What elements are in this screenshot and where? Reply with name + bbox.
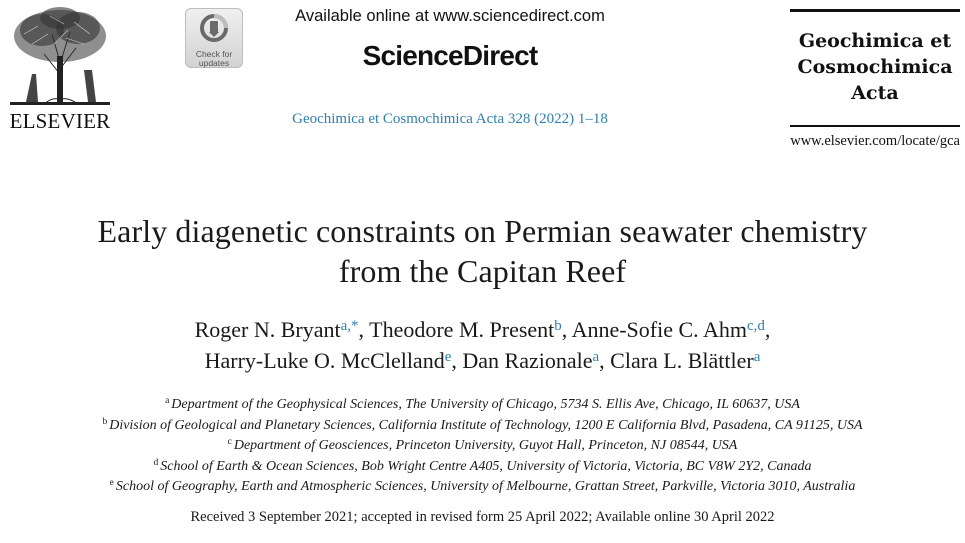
author-name[interactable]: Clara L. Blättler bbox=[610, 348, 754, 373]
journal-title bbox=[785, 28, 965, 106]
affiliation-item bbox=[0, 457, 965, 478]
author-separator: , bbox=[599, 348, 611, 373]
author-name[interactable]: Dan Razionale bbox=[462, 348, 593, 373]
affiliation-key: e bbox=[109, 478, 114, 488]
author-affil-ref[interactable]: e bbox=[444, 349, 452, 365]
author-separator: , bbox=[451, 348, 463, 373]
elsevier-logo[interactable] bbox=[4, 4, 116, 132]
affiliation-key: a bbox=[165, 396, 170, 406]
author-affil-ref[interactable]: a bbox=[592, 349, 600, 365]
author-line bbox=[0, 314, 965, 345]
affiliation-key: b bbox=[102, 416, 108, 427]
author-name[interactable]: Harry-Luke O. McClelland bbox=[204, 348, 445, 373]
affiliation-item bbox=[0, 436, 965, 457]
author-name[interactable]: Roger N. Bryant bbox=[194, 317, 341, 342]
author-affil-ref[interactable]: c,d bbox=[746, 318, 765, 334]
author-separator: , bbox=[358, 317, 370, 342]
affiliation-item bbox=[0, 477, 965, 498]
journal-box-top-rule bbox=[790, 9, 960, 12]
author-separator: , bbox=[764, 317, 771, 342]
author-affil-ref[interactable]: a,* bbox=[340, 318, 359, 334]
journal-box-bottom-rule bbox=[790, 125, 960, 127]
author-separator: , bbox=[561, 317, 572, 342]
journal-title-line: Cosmochimica bbox=[797, 56, 953, 78]
affiliation-key: c bbox=[227, 437, 232, 447]
affiliation-text: Department of Geosciences, Princeton University, Guyot Hall, Princeton, NJ 08544, USA bbox=[233, 438, 738, 453]
article-title bbox=[0, 211, 965, 291]
affiliation-text: School of Earth & Ocean Sciences, Bob Wright Centre A405, University of Victoria, Victoria, BC V8W 2Y2, Canada bbox=[160, 458, 812, 474]
journal-url-link[interactable]: www.elsevier.com/locate/gca bbox=[790, 133, 960, 149]
available-online-link[interactable]: Available online at www.sciencedirect.com bbox=[295, 7, 605, 25]
author-name[interactable]: Theodore M. Present bbox=[369, 317, 555, 342]
check-updates-icon bbox=[199, 13, 229, 43]
affiliation-list bbox=[0, 395, 965, 498]
affiliation-text: School of Geography, Earth and Atmospheric Sciences, University of Melbourne, Grattan Street, Parkville, Victoria 3010, Australia bbox=[115, 479, 856, 494]
journal-citation-link[interactable]: Geochimica et Cosmochimica Acta 328 (2022) 1–18 bbox=[292, 111, 608, 127]
journal-title-line: Geochimica et bbox=[798, 30, 952, 52]
author-name[interactable]: Anne-Sofie C. Ahm bbox=[571, 317, 747, 342]
affiliation-item bbox=[0, 416, 965, 437]
author-list bbox=[0, 314, 965, 376]
affiliation-text: Department of the Geophysical Sciences, The University of Chicago, 5734 S. Ellis Ave, Chicago, IL 60637, USA bbox=[171, 397, 800, 412]
affiliation-text: Division of Geological and Planetary Sciences, California Institute of Technology, 1200 E California Blvd, Pasadena, CA 91125, USA bbox=[109, 417, 863, 433]
check-updates-label: Check for updates bbox=[195, 49, 233, 68]
author-affil-ref[interactable]: a bbox=[753, 349, 761, 365]
publisher-name: ELSEVIER bbox=[9, 109, 111, 133]
author-line bbox=[0, 345, 965, 376]
sciencedirect-logo[interactable]: ScienceDirect bbox=[362, 40, 538, 71]
elsevier-tree-icon bbox=[4, 4, 116, 108]
affiliation-key: d bbox=[153, 457, 159, 468]
check-for-updates-button[interactable] bbox=[185, 8, 243, 68]
journal-title-line: Acta bbox=[851, 82, 899, 104]
article-dates: Received 3 September 2021; accepted in revised form 25 April 2022; Available online 30 April 2022 bbox=[190, 509, 775, 525]
article-title-line: Early diagenetic constraints on Permian seawater chemistry bbox=[97, 213, 868, 249]
article-title-line: from the Capitan Reef bbox=[338, 253, 627, 289]
author-affil-ref[interactable]: b bbox=[554, 318, 562, 334]
affiliation-item bbox=[0, 395, 965, 416]
